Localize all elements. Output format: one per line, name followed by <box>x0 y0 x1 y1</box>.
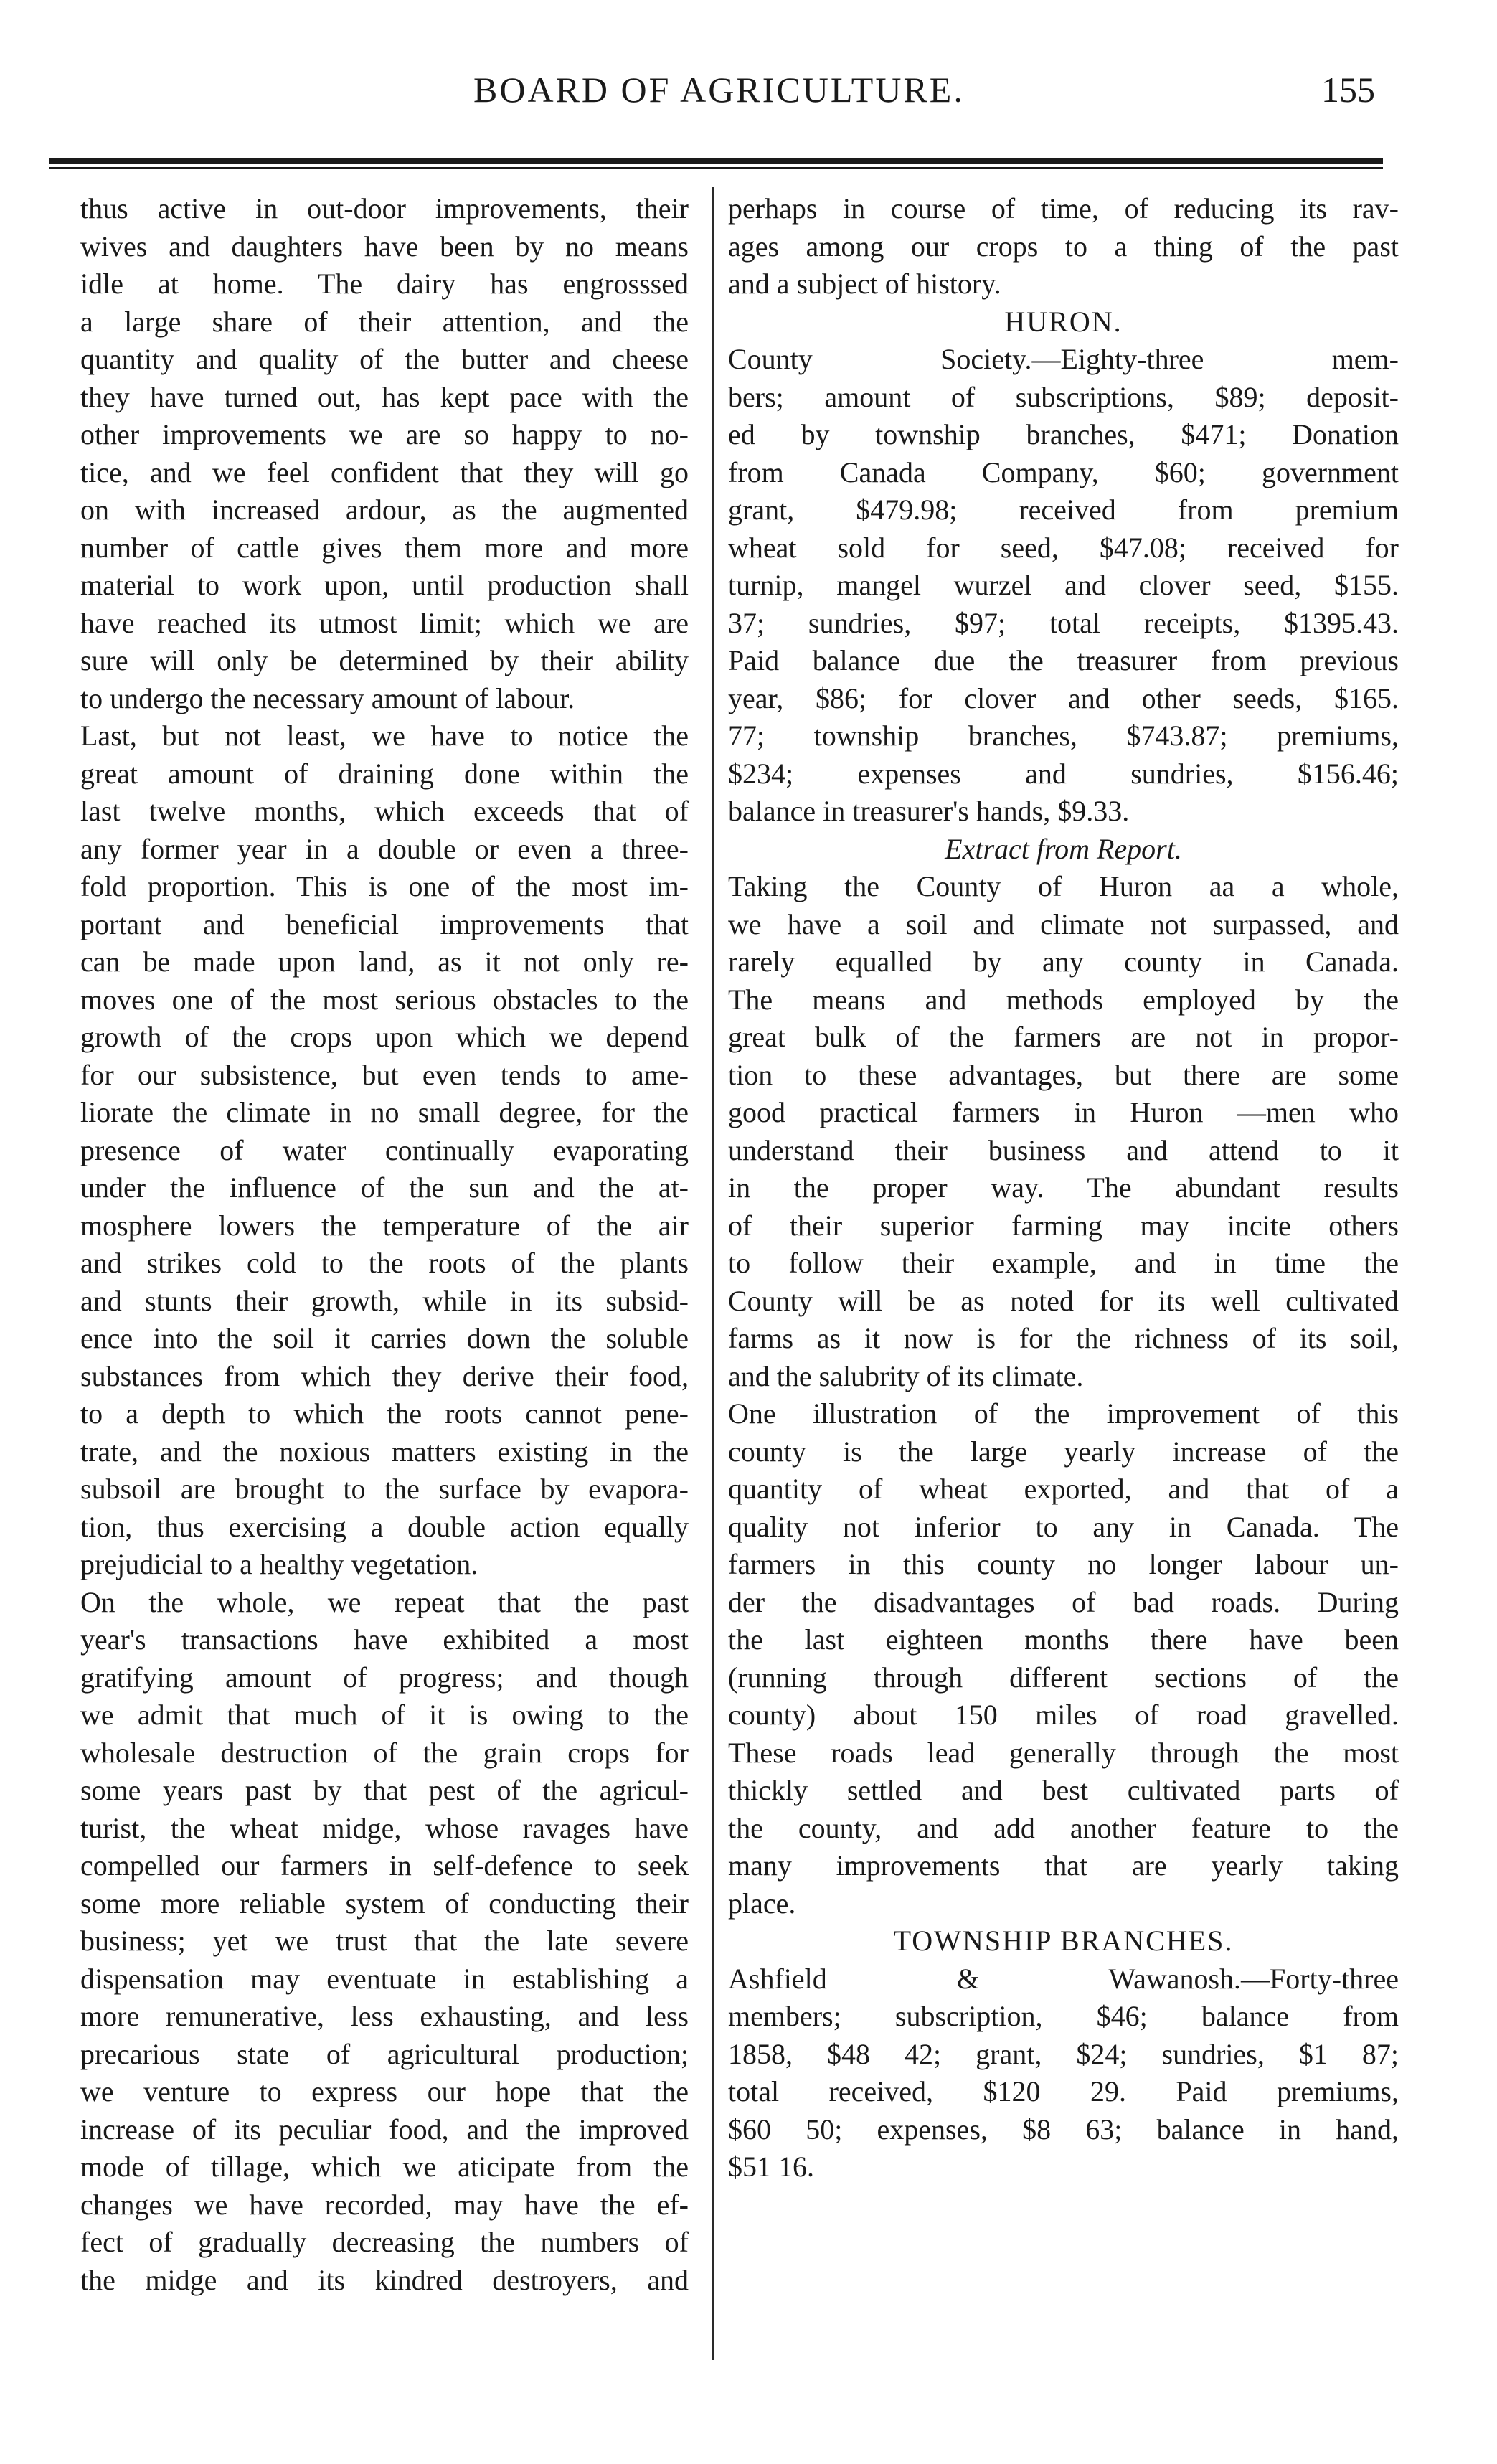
text-line: business; yet we trust that the late severe <box>80 1925 689 1957</box>
text-line: understand their business and attend to it <box>728 1133 1399 1166</box>
text-line: compelled our farmers in self-defence to seek <box>80 1849 689 1882</box>
text-line: and stunts their growth, while in its subsid- <box>80 1284 689 1317</box>
text-line: balance in treasurer's hands, $9.33. <box>728 795 1130 827</box>
text-line: other improvements we are so happy to no- <box>80 418 689 450</box>
text-line: changes we have recorded, may have the ef- <box>80 2188 689 2221</box>
text-line: to undergo the necessary amount of labour. <box>80 681 575 714</box>
text-line: moves one of the most serious obstacles to the <box>80 983 689 1016</box>
text-line: County will be as noted for its well cultivated <box>728 1284 1399 1317</box>
text-line: ages among our crops to a thing of the past <box>728 230 1399 263</box>
text-line: turnip, mangel wurzel and clover seed, $155. <box>728 569 1399 601</box>
text-line: idle at home. The dairy has engrosssed <box>80 268 689 300</box>
text-line: some more reliable system of conducting their <box>80 1887 689 1920</box>
text-line: rarely equalled by any county in Canada. <box>728 945 1399 978</box>
text-line: wheat sold for seed, $47.08; received for <box>728 531 1399 564</box>
text-line: On the whole, we repeat that the past <box>80 1585 689 1618</box>
text-line: precarious state of agricultural production; <box>80 2037 689 2070</box>
text-line: Last, but not least, we have to notice the <box>80 719 689 752</box>
text-line: thus active in out-door improvements, their <box>80 192 689 225</box>
text-line: more remunerative, less exhausting, and less <box>80 2000 689 2032</box>
text-line: year, $86; for clover and other seeds, $165. <box>728 681 1399 714</box>
text-line: we have a soil and climate not surpassed, and <box>728 907 1399 940</box>
text-line: ed by township branches, $471; Donation <box>728 418 1399 450</box>
text-line: fect of gradually decreasing the numbers of <box>80 2226 689 2258</box>
text-line: quantity and quality of the butter and cheese <box>80 343 689 375</box>
text-line: the midge and its kindred destroyers, and <box>80 2263 689 2296</box>
text-line: dispensation may eventuate in establishing a <box>80 1962 689 1995</box>
right-column <box>728 190 1399 2186</box>
text-line: subsoil are brought to the surface by evapora- <box>80 1473 689 1505</box>
text-line: gratifying amount of progress; and though <box>80 1661 689 1694</box>
text-line: wives and daughters have been by no means <box>80 230 689 263</box>
text-line: thickly settled and best cultivated parts of <box>728 1774 1399 1806</box>
text-line: great amount of draining done within the <box>80 757 689 790</box>
text-line: quality not inferior to any in Canada. The <box>728 1510 1399 1543</box>
text-line: have reached its utmost limit; which we are <box>80 606 689 639</box>
text-line: a large share of their attention, and the <box>80 305 689 338</box>
header-rule-thick <box>49 158 1383 164</box>
text-line: under the influence of the sun and the at- <box>80 1171 689 1204</box>
text-line: place. <box>728 1887 796 1920</box>
text-line: mode of tillage, which we aticipate from the <box>80 2151 689 2183</box>
text-line: in the proper way. The abundant results <box>728 1171 1399 1204</box>
text-line: fold proportion. This is one of the most im- <box>80 870 689 902</box>
text-line: can be made upon land, as it not only re- <box>80 945 689 978</box>
text-line: and a subject of history. <box>728 268 1001 300</box>
section-heading-huron: HURON. <box>1004 305 1123 338</box>
text-line: many improvements that are yearly taking <box>728 1849 1399 1882</box>
text-line: county) about 150 miles of road gravelled. <box>728 1699 1399 1731</box>
text-line: $60 50; expenses, $8 63; balance in hand, <box>728 2113 1399 2146</box>
text-line: 77; township branches, $743.87; premiums, <box>728 719 1399 752</box>
text-line: from Canada Company, $60; government <box>728 455 1399 488</box>
text-line: the last eighteen months there have been <box>728 1623 1399 1656</box>
text-line: good practical farmers in Huron —men who <box>728 1096 1399 1128</box>
text-line: county is the large yearly increase of the <box>728 1435 1399 1468</box>
text-line: total received, $120 29. Paid premiums, <box>728 2075 1399 2107</box>
subheading-extract-from-report: Extract from Report. <box>945 832 1182 865</box>
text-line: we admit that much of it is owing to the <box>80 1699 689 1731</box>
text-line: to a depth to which the roots cannot pene- <box>80 1397 689 1430</box>
text-line: on with increased ardour, as the augmented <box>80 494 689 526</box>
text-line: der the disadvantages of bad roads. During <box>728 1585 1399 1618</box>
header-rule-thin <box>49 167 1383 169</box>
text-line: they have turned out, has kept pace with the <box>80 380 689 413</box>
text-line: any former year in a double or even a three- <box>80 832 689 865</box>
text-line: trate, and the noxious matters existing in the <box>80 1435 689 1468</box>
text-line: increase of its peculiar food, and the improved <box>80 2113 689 2146</box>
text-line: last twelve months, which exceeds that of <box>80 795 689 827</box>
text-line: County Society.—Eighty-three mem- <box>728 343 1399 375</box>
text-line: tion to these advantages, but there are some <box>728 1058 1399 1091</box>
text-line: (running through different sections of the <box>728 1661 1399 1694</box>
text-line: One illustration of the improvement of this <box>728 1397 1399 1430</box>
text-line: material to work upon, until production shall <box>80 569 689 601</box>
column-divider <box>712 187 714 2360</box>
text-line: presence of water continually evaporating <box>80 1133 689 1166</box>
text-line: the county, and add another feature to the <box>728 1811 1399 1844</box>
text-line: some years past by that pest of the agricul- <box>80 1774 689 1806</box>
text-line: mosphere lowers the temperature of the air <box>80 1209 689 1242</box>
text-line: substances from which they derive their food, <box>80 1359 689 1392</box>
text-line: and the salubrity of its climate. <box>728 1359 1084 1392</box>
text-line: tice, and we feel confident that they will go <box>80 455 689 488</box>
text-line: The means and methods employed by the <box>728 983 1399 1016</box>
text-line: 1858, $48 42; grant, $24; sundries, $1 87; <box>728 2037 1399 2070</box>
text-line: great bulk of the farmers are not in propor- <box>728 1021 1399 1053</box>
running-head-title: BOARD OF AGRICULTURE. <box>473 70 965 110</box>
left-column <box>80 190 689 2299</box>
text-line: Ashfield & Wawanosh.—Forty-three <box>728 1962 1399 1995</box>
text-line: and strikes cold to the roots of the plants <box>80 1247 689 1279</box>
page-number: 155 <box>1321 70 1375 110</box>
text-line: of their superior farming may incite others <box>728 1209 1399 1242</box>
text-line: liorate the climate in no small degree, for the <box>80 1096 689 1128</box>
text-line: for our subsistence, but even tends to ame- <box>80 1058 689 1091</box>
text-line: $51 16. <box>728 2151 814 2183</box>
text-line: grant, $479.98; received from premium <box>728 494 1399 526</box>
text-line: sure will only be determined by their ability <box>80 644 689 676</box>
text-line: quantity of wheat exported, and that of a <box>728 1473 1399 1505</box>
text-line: These roads lead generally through the most <box>728 1736 1399 1769</box>
text-line: 37; sundries, $97; total receipts, $1395.43. <box>728 606 1399 639</box>
text-line: members; subscription, $46; balance from <box>728 2000 1399 2032</box>
text-line: perhaps in course of time, of reducing its rav- <box>728 192 1399 225</box>
text-line: Paid balance due the treasurer from previous <box>728 644 1399 676</box>
section-heading-township-branches: TOWNSHIP BRANCHES. <box>893 1925 1234 1957</box>
text-line: $234; expenses and sundries, $156.46; <box>728 757 1399 790</box>
text-line: growth of the crops upon which we depend <box>80 1021 689 1053</box>
text-line: to follow their example, and in time the <box>728 1247 1399 1279</box>
text-line: we venture to express our hope that the <box>80 2075 689 2107</box>
text-line: portant and beneficial improvements that <box>80 907 689 940</box>
text-line: farms as it now is for the richness of its soil, <box>728 1322 1399 1354</box>
text-line: ence into the soil it carries down the soluble <box>80 1322 689 1354</box>
text-line: number of cattle gives them more and more <box>80 531 689 564</box>
text-line: bers; amount of subscriptions, $89; deposit- <box>728 380 1399 413</box>
text-line: tion, thus exercising a double action equally <box>80 1510 689 1543</box>
text-line: Taking the County of Huron aa a whole, <box>728 870 1399 902</box>
text-line: turist, the wheat midge, whose ravages have <box>80 1811 689 1844</box>
text-line: prejudicial to a healthy vegetation. <box>80 1548 478 1580</box>
text-line: wholesale destruction of the grain crops for <box>80 1736 689 1769</box>
text-line: farmers in this county no longer labour un- <box>728 1548 1399 1580</box>
text-line: year's transactions have exhibited a most <box>80 1623 689 1656</box>
